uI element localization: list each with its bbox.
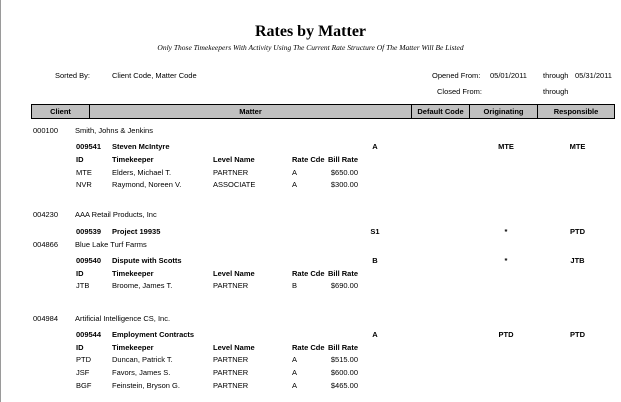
client-row bbox=[0, 126, 621, 136]
tk-header-id: ID bbox=[76, 269, 84, 278]
bill-rate: $300.00 bbox=[330, 180, 358, 189]
originating-value: PTD bbox=[498, 330, 514, 339]
default-code-value: A bbox=[372, 142, 378, 151]
rate-code: A bbox=[292, 368, 298, 377]
timekeeper-id: JTB bbox=[76, 281, 90, 290]
timekeeper-header-row bbox=[0, 269, 621, 279]
timekeeper-row bbox=[0, 381, 621, 391]
originating-value: * bbox=[504, 227, 508, 236]
rate-code: A bbox=[292, 180, 298, 189]
matter-row bbox=[0, 330, 621, 340]
default-code-value: S1 bbox=[370, 227, 380, 236]
report-subtitle: Only Those Timekeepers With Activity Using The Current Rate Structure Of The Matter Will Be Listed bbox=[157, 43, 464, 52]
client-code: 004230 bbox=[33, 210, 59, 219]
tk-header-rate-cde: Rate Cde bbox=[292, 155, 325, 164]
client-code: 004866 bbox=[33, 240, 59, 249]
column-header-originating: Originating bbox=[470, 105, 538, 118]
table-header-row bbox=[31, 104, 615, 119]
tk-header-rate-cde: Rate Cde bbox=[292, 343, 325, 352]
rate-code: A bbox=[292, 168, 298, 177]
matter-name: Dispute with Scotts bbox=[112, 256, 182, 265]
opened-from-value: 05/01/2011 bbox=[490, 71, 527, 80]
matter-code: 009544 bbox=[76, 330, 102, 339]
timekeeper-row bbox=[0, 281, 621, 291]
responsible-value: PTD bbox=[570, 330, 585, 339]
timekeeper-id: BGF bbox=[76, 381, 92, 390]
matter-row bbox=[0, 256, 621, 266]
responsible-value: MTE bbox=[569, 142, 586, 151]
rate-code: A bbox=[292, 355, 298, 364]
matter-row bbox=[0, 227, 621, 237]
timekeeper-name: Raymond, Noreen V. bbox=[112, 180, 182, 189]
tk-header-rate-cde: Rate Cde bbox=[292, 269, 325, 278]
column-header-default-code: Default Code bbox=[412, 105, 470, 118]
matter-row bbox=[0, 142, 621, 152]
matter-name: Employment Contracts bbox=[112, 330, 195, 339]
timekeeper-header-row bbox=[0, 343, 621, 353]
tk-header-timekeeper: Timekeeper bbox=[112, 155, 154, 164]
timekeeper-name: Duncan, Patrick T. bbox=[112, 355, 173, 364]
opened-through-label: through bbox=[543, 71, 569, 80]
timekeeper-row bbox=[0, 168, 621, 178]
default-code-value: B bbox=[372, 256, 378, 265]
closed-from-label: Closed From: bbox=[437, 87, 483, 96]
timekeeper-row bbox=[0, 355, 621, 365]
tk-header-id: ID bbox=[76, 155, 84, 164]
timekeeper-name: Broome, James T. bbox=[112, 281, 173, 290]
rate-code: A bbox=[292, 381, 298, 390]
report-title: Rates by Matter bbox=[254, 23, 367, 40]
sorted-by-label: Sorted By: bbox=[55, 71, 91, 80]
level-name: PARTNER bbox=[213, 368, 249, 377]
client-name: Artificial Intelligence CS, Inc. bbox=[75, 314, 171, 323]
timekeeper-header-row bbox=[0, 155, 621, 165]
originating-value: MTE bbox=[498, 142, 514, 151]
client-name: AAA Retail Products, Inc bbox=[75, 210, 157, 219]
matter-code: 009539 bbox=[76, 227, 102, 236]
client-code: 000100 bbox=[33, 126, 59, 135]
tk-header-timekeeper: Timekeeper bbox=[112, 269, 154, 278]
timekeeper-row bbox=[0, 368, 621, 378]
matter-name: Project 19935 bbox=[112, 227, 161, 236]
timekeeper-name: Favors, James S. bbox=[112, 368, 171, 377]
sorted-by-value: Client Code, Matter Code bbox=[112, 71, 197, 80]
tk-header-id: ID bbox=[76, 343, 84, 352]
client-row bbox=[0, 314, 621, 324]
level-name: PARTNER bbox=[213, 381, 249, 390]
tk-header-bill-rate: Bill Rate bbox=[327, 155, 358, 164]
bill-rate: $465.00 bbox=[330, 381, 358, 390]
timekeeper-row bbox=[0, 180, 621, 190]
bill-rate: $600.00 bbox=[330, 368, 358, 377]
level-name: ASSOCIATE bbox=[213, 180, 256, 189]
bill-rate: $690.00 bbox=[330, 281, 358, 290]
column-header-responsible: Responsible bbox=[553, 107, 599, 116]
timekeeper-id: NVR bbox=[76, 180, 92, 189]
bill-rate: $515.00 bbox=[330, 355, 358, 364]
client-row bbox=[0, 240, 621, 250]
opened-through-value: 05/31/2011 bbox=[575, 71, 612, 80]
client-code: 004984 bbox=[33, 314, 59, 323]
responsible-value: JTB bbox=[570, 256, 585, 265]
client-name: Blue Lake Turf Farms bbox=[75, 240, 147, 249]
matter-code: 009541 bbox=[76, 142, 102, 151]
timekeeper-name: Feinstein, Bryson G. bbox=[112, 381, 180, 390]
opened-from-label: Opened From: bbox=[432, 71, 481, 80]
matter-code: 009540 bbox=[76, 256, 102, 265]
matter-name: Steven McIntyre bbox=[112, 142, 170, 151]
tk-header-level-name: Level Name bbox=[213, 269, 255, 278]
closed-through-label: through bbox=[543, 87, 569, 96]
tk-header-level-name: Level Name bbox=[213, 155, 255, 164]
timekeeper-id: PTD bbox=[76, 355, 91, 364]
column-header-client: Client bbox=[32, 105, 90, 118]
timekeeper-name: Elders, Michael T. bbox=[112, 168, 172, 177]
tk-header-bill-rate: Bill Rate bbox=[327, 269, 358, 278]
tk-header-level-name: Level Name bbox=[213, 343, 255, 352]
timekeeper-id: JSF bbox=[76, 368, 90, 377]
client-row bbox=[0, 210, 621, 220]
column-header-matter: Matter bbox=[90, 105, 412, 118]
left-edge-line bbox=[0, 0, 1, 402]
level-name: PARTNER bbox=[213, 168, 249, 177]
level-name: PARTNER bbox=[213, 355, 249, 364]
rate-code: B bbox=[292, 281, 298, 290]
responsible-value: PTD bbox=[570, 227, 585, 236]
originating-value: * bbox=[504, 256, 508, 265]
tk-header-bill-rate: Bill Rate bbox=[327, 343, 358, 352]
bill-rate: $650.00 bbox=[330, 168, 358, 177]
level-name: PARTNER bbox=[213, 281, 249, 290]
default-code-value: A bbox=[372, 330, 378, 339]
client-name: Smith, Johns & Jenkins bbox=[75, 126, 153, 135]
timekeeper-id: MTE bbox=[76, 168, 92, 177]
tk-header-timekeeper: Timekeeper bbox=[112, 343, 154, 352]
